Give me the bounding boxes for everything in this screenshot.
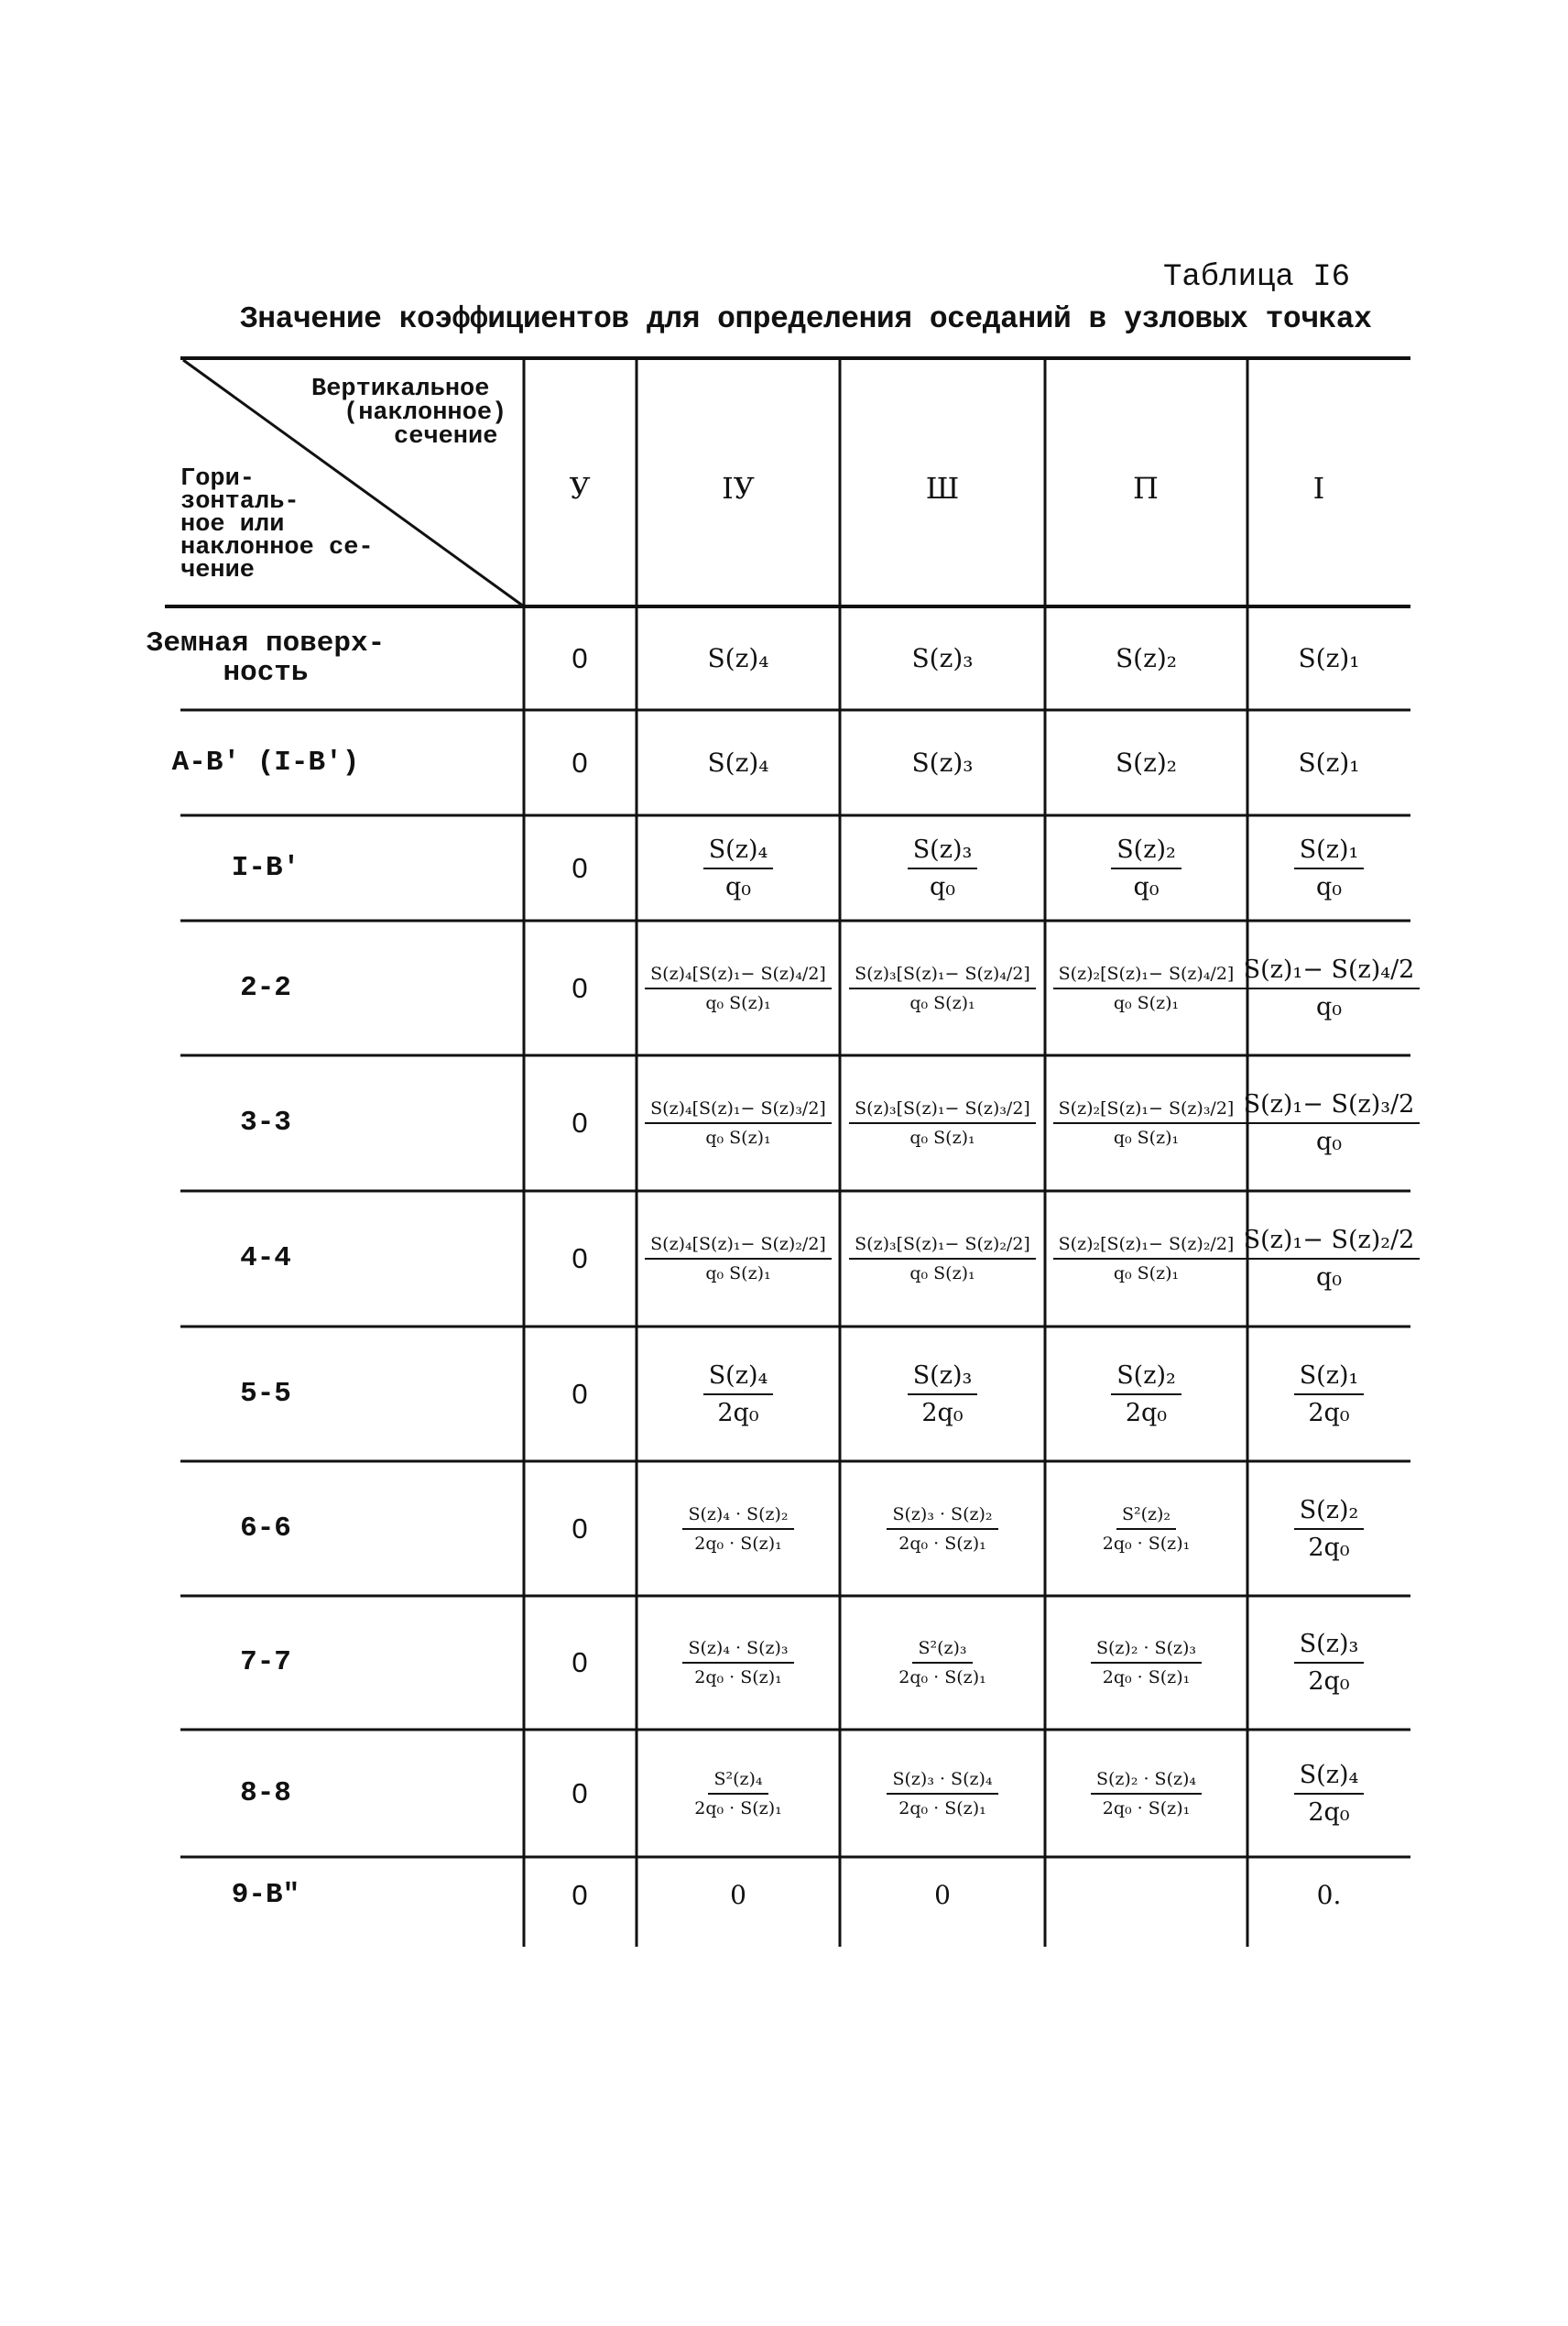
- fraction-denominator: 2q₀ · S(z)₁: [898, 1797, 986, 1818]
- corner-bottom-line-1: Гори-: [180, 465, 256, 493]
- fraction-denominator: q₀ S(z)₁: [909, 1128, 975, 1148]
- fraction-denominator: q₀ S(z)₁: [909, 992, 975, 1013]
- fraction: [887, 1504, 997, 1554]
- cell-value: 0: [934, 1880, 951, 1910]
- fraction-numerator: S(z)₃: [908, 835, 978, 869]
- fraction: [849, 1234, 1036, 1283]
- fraction: [703, 1361, 774, 1427]
- fraction-denominator: q₀: [1315, 1263, 1343, 1292]
- fraction: [1238, 1090, 1421, 1156]
- cell-col-5: 0: [572, 1242, 588, 1274]
- fraction: [645, 1234, 832, 1283]
- fraction-denominator: 2q₀ · S(z)₁: [694, 1667, 782, 1687]
- cell-col-5: 0: [572, 641, 588, 674]
- fraction-numerator: S(z)₂ · S(z)₄: [1091, 1769, 1202, 1795]
- row-label: 5-5: [240, 1377, 291, 1410]
- fraction-denominator: 2q₀: [1308, 1667, 1350, 1696]
- fraction-denominator: q₀: [1315, 1128, 1343, 1156]
- formula-cell: [1045, 1327, 1247, 1461]
- col-header-5: У: [569, 471, 591, 506]
- table-number: Таблица I6: [1163, 260, 1351, 295]
- formula-cell: [840, 1191, 1045, 1327]
- formula-cell: [637, 710, 840, 815]
- formula-cell: [840, 710, 1045, 815]
- fraction: [703, 835, 774, 901]
- corner-bottom-line-3: ное или: [180, 511, 285, 539]
- fraction: [1053, 1234, 1240, 1283]
- fraction: [689, 1769, 787, 1818]
- formula-cell: [1045, 921, 1247, 1055]
- fraction-numerator: S(z)₃[S(z)₁− S(z)₂/2]: [849, 1234, 1036, 1260]
- fraction-numerator: S(z)₄[S(z)₁− S(z)₄/2]: [645, 964, 832, 989]
- fraction-denominator: 2q₀: [921, 1398, 964, 1427]
- fraction: [1238, 1226, 1421, 1292]
- fraction-numerator: S(z)₁: [1294, 1361, 1365, 1395]
- fraction-numerator: S(z)₂: [1294, 1496, 1365, 1530]
- fraction-numerator: S(z)₃ · S(z)₄: [887, 1769, 997, 1795]
- fraction: [1294, 1361, 1365, 1427]
- fraction-numerator: S²(z)₄: [708, 1769, 768, 1795]
- fraction-denominator: q₀: [1315, 872, 1343, 901]
- table-title: Значение коэффициентов для определения оседаний в узловых точках: [240, 302, 1372, 336]
- formula-cell: [840, 1596, 1045, 1730]
- fraction: [682, 1638, 793, 1687]
- formula-cell: [1247, 1327, 1410, 1461]
- formula-cell: [1243, 921, 1415, 1055]
- cell-value: 0: [730, 1880, 746, 1910]
- row-label: 7-7: [240, 1646, 291, 1678]
- cell-value: S(z)₂: [1115, 748, 1177, 778]
- fraction-numerator: S(z)₂ · S(z)₃: [1091, 1638, 1202, 1664]
- corner-top-line-2: (наклонное): [343, 399, 507, 427]
- fraction-numerator: S²(z)₃: [912, 1638, 972, 1664]
- col-header-1: I: [1312, 471, 1325, 506]
- fraction: [1294, 1496, 1365, 1562]
- cell-col-5: 0: [572, 1377, 588, 1410]
- formula-cell: [1247, 710, 1410, 815]
- row-label: 2-2: [240, 971, 291, 1004]
- fraction: [1294, 1761, 1365, 1827]
- col-header-4: IУ: [722, 471, 755, 506]
- formula-cell: [840, 815, 1045, 921]
- formula-cell: [1045, 606, 1247, 710]
- fraction-denominator: q₀: [1133, 872, 1160, 901]
- fraction: [1091, 1769, 1202, 1818]
- fraction-numerator: S(z)₂: [1111, 1361, 1181, 1395]
- fraction-numerator: S(z)₁− S(z)₃/2: [1238, 1090, 1421, 1124]
- fraction-denominator: 2q₀: [717, 1398, 759, 1427]
- fraction-denominator: q₀ S(z)₁: [705, 992, 771, 1013]
- cell-value: 0.: [1316, 1880, 1342, 1910]
- fraction: [849, 964, 1036, 1013]
- formula-cell: [637, 1857, 840, 1933]
- fraction-numerator: S(z)₁: [1294, 835, 1365, 869]
- fraction: [1294, 1630, 1365, 1696]
- formula-cell: [1045, 1055, 1247, 1191]
- fraction-denominator: q₀ S(z)₁: [705, 1263, 771, 1283]
- formula-cell: [1045, 1461, 1247, 1596]
- fraction-denominator: q₀ S(z)₁: [1113, 992, 1180, 1013]
- fraction-denominator: 2q₀: [1125, 1398, 1168, 1427]
- fraction: [887, 1769, 997, 1818]
- fraction-denominator: q₀: [724, 872, 752, 901]
- formula-cell: [840, 1857, 1045, 1933]
- fraction: [1053, 1098, 1240, 1148]
- formula-cell: [637, 1461, 840, 1596]
- corner-top-line-1: Вертикальное: [311, 376, 490, 403]
- fraction: [1238, 956, 1421, 1021]
- fraction-numerator: S(z)₄[S(z)₁− S(z)₂/2]: [645, 1234, 832, 1260]
- fraction-numerator: S(z)₄ · S(z)₃: [682, 1638, 793, 1664]
- cell-value: S(z)₁: [1298, 748, 1360, 778]
- formula-cell: [637, 1327, 840, 1461]
- fraction-denominator: 2q₀ · S(z)₁: [1102, 1667, 1191, 1687]
- formula-cell: [1247, 1461, 1410, 1596]
- row-label: 8-8: [240, 1776, 291, 1809]
- formula-cell: [1045, 1730, 1247, 1857]
- fraction-denominator: 2q₀ · S(z)₁: [694, 1797, 782, 1818]
- fraction-numerator: S(z)₄: [703, 1361, 774, 1395]
- fraction: [908, 1361, 978, 1427]
- cell-value: S(z)₄: [707, 643, 769, 673]
- fraction: [645, 1098, 832, 1148]
- fraction: [908, 835, 978, 901]
- formula-cell: [637, 1191, 840, 1327]
- fraction-numerator: S(z)₁− S(z)₂/2: [1238, 1226, 1421, 1260]
- cell-value: S(z)₃: [911, 748, 974, 778]
- formula-cell: [840, 1461, 1045, 1596]
- formula-cell: [1045, 815, 1247, 921]
- fraction-denominator: q₀ S(z)₁: [705, 1128, 771, 1148]
- fraction-numerator: S(z)₃ · S(z)₂: [887, 1504, 997, 1530]
- fraction: [1091, 1638, 1202, 1687]
- formula-cell: [1247, 1730, 1410, 1857]
- cell-col-5: 0: [572, 1107, 588, 1139]
- fraction-denominator: 2q₀: [1308, 1398, 1350, 1427]
- formula-cell: [840, 1730, 1045, 1857]
- formula-cell: [637, 1730, 840, 1857]
- corner-bottom-line-2: зонталь-: [180, 488, 299, 516]
- cell-value: S(z)₁: [1298, 643, 1360, 673]
- fraction: [645, 964, 832, 1013]
- formula-cell: [637, 1055, 840, 1191]
- row-label: 6-6: [240, 1512, 291, 1545]
- row-label: А-В' (I-В'): [171, 746, 360, 779]
- fraction-denominator: q₀: [929, 872, 956, 901]
- formula-cell: [637, 606, 840, 710]
- formula-cell: [1243, 1191, 1415, 1327]
- cell-col-5: 0: [572, 1878, 588, 1911]
- formula-cell: [1247, 815, 1410, 921]
- fraction-numerator: S(z)₃: [1294, 1630, 1365, 1664]
- fraction-denominator: 2q₀: [1308, 1797, 1350, 1827]
- fraction-numerator: S(z)₂[S(z)₁− S(z)₄/2]: [1053, 964, 1240, 989]
- formula-cell: [1247, 606, 1410, 710]
- fraction-numerator: S(z)₂[S(z)₁− S(z)₂/2]: [1053, 1234, 1240, 1260]
- fraction: [682, 1504, 793, 1554]
- row-label: 4-4: [240, 1242, 291, 1274]
- cell-value: S(z)₂: [1115, 643, 1177, 673]
- formula-cell: [637, 1596, 840, 1730]
- fraction-numerator: S(z)₄ · S(z)₂: [682, 1504, 793, 1530]
- formula-cell: [1045, 710, 1247, 815]
- fraction: [1111, 1361, 1181, 1427]
- formula-cell: [1247, 1596, 1410, 1730]
- fraction-numerator: S(z)₃[S(z)₁− S(z)₄/2]: [849, 964, 1036, 989]
- corner-bottom-line-5: чение: [180, 557, 256, 584]
- row-label: 3-3: [240, 1107, 291, 1139]
- fraction-denominator: q₀ S(z)₁: [909, 1263, 975, 1283]
- corner-bottom-line-4: наклонное се-: [180, 534, 374, 562]
- cell-col-5: 0: [572, 851, 588, 884]
- fraction: [1294, 835, 1365, 901]
- fraction: [893, 1638, 991, 1687]
- fraction-numerator: S(z)₂: [1111, 835, 1181, 869]
- formula-cell: [1045, 1596, 1247, 1730]
- fraction-denominator: q₀ S(z)₁: [1113, 1263, 1180, 1283]
- col-header-2: П: [1133, 471, 1159, 506]
- formula-cell: [1045, 1857, 1247, 1933]
- cell-col-5: 0: [572, 1646, 588, 1678]
- fraction-denominator: 2q₀: [1308, 1533, 1350, 1562]
- cell-col-5: 0: [572, 746, 588, 779]
- cell-value: S(z)₄: [707, 748, 769, 778]
- fraction-numerator: S(z)₂[S(z)₁− S(z)₃/2]: [1053, 1098, 1240, 1124]
- formula-cell: [840, 1327, 1045, 1461]
- col-header-3: Ш: [925, 471, 960, 506]
- row-label: 9-В": [231, 1878, 300, 1911]
- fraction-numerator: S(z)₄: [1294, 1761, 1365, 1795]
- fraction-numerator: S(z)₁− S(z)₄/2: [1238, 956, 1421, 989]
- fraction-denominator: q₀: [1315, 992, 1343, 1021]
- formula-cell: [840, 1055, 1045, 1191]
- row-label: I-В': [231, 851, 300, 884]
- cell-col-5: 0: [572, 1776, 588, 1809]
- corner-top-line-3: сечение: [394, 423, 498, 451]
- formula-cell: [637, 815, 840, 921]
- formula-cell: [1243, 1055, 1415, 1191]
- fraction-numerator: S(z)₄: [703, 835, 774, 869]
- fraction-denominator: 2q₀ · S(z)₁: [898, 1533, 986, 1554]
- formula-cell: [1045, 1191, 1247, 1327]
- fraction: [1097, 1504, 1195, 1554]
- formula-cell: [840, 606, 1045, 710]
- fraction-numerator: S²(z)₂: [1116, 1504, 1176, 1530]
- fraction: [1053, 964, 1240, 1013]
- formula-cell: [1247, 1857, 1410, 1933]
- formula-cell: [840, 921, 1045, 1055]
- fraction: [1111, 835, 1181, 901]
- fraction-denominator: q₀ S(z)₁: [1113, 1128, 1180, 1148]
- fraction-denominator: 2q₀ · S(z)₁: [694, 1533, 782, 1554]
- row-label: Земная поверх- ность: [146, 627, 386, 689]
- fraction-numerator: S(z)₃[S(z)₁− S(z)₃/2]: [849, 1098, 1036, 1124]
- formula-cell: [637, 921, 840, 1055]
- cell-col-5: 0: [572, 1512, 588, 1545]
- fraction-numerator: S(z)₄[S(z)₁− S(z)₃/2]: [645, 1098, 832, 1124]
- cell-value: S(z)₃: [911, 643, 974, 673]
- cell-col-5: 0: [572, 971, 588, 1004]
- fraction-numerator: S(z)₃: [908, 1361, 978, 1395]
- fraction-denominator: 2q₀ · S(z)₁: [898, 1667, 986, 1687]
- fraction: [849, 1098, 1036, 1148]
- fraction-denominator: 2q₀ · S(z)₁: [1102, 1533, 1191, 1554]
- fraction-denominator: 2q₀ · S(z)₁: [1102, 1797, 1191, 1818]
